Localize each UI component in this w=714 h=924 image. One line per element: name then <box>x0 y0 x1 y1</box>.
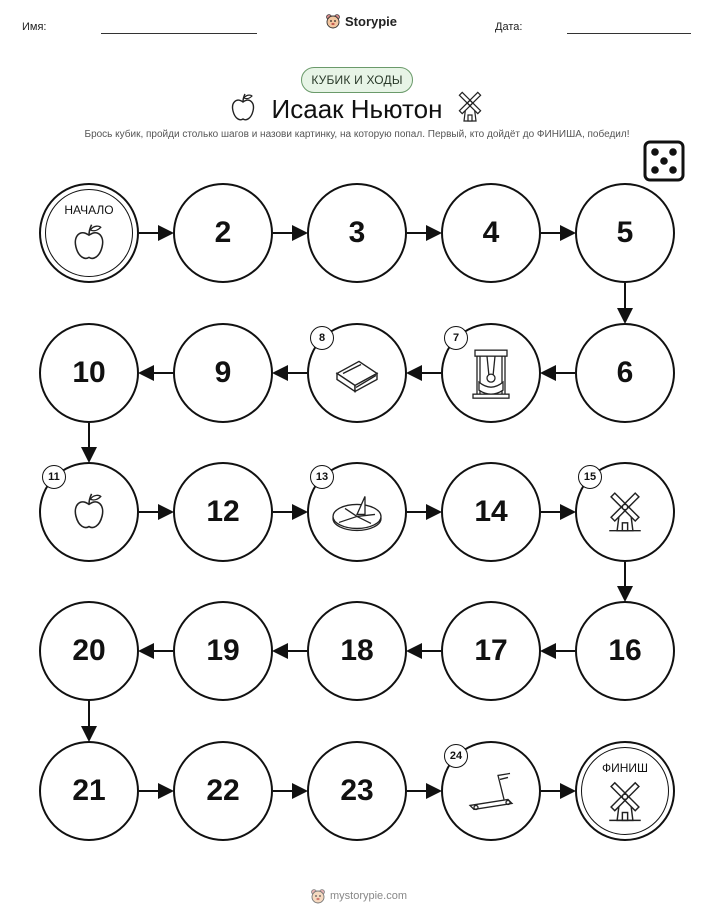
space-number: 6 <box>616 356 634 389</box>
space-number: 19 <box>206 634 240 667</box>
space-number: 16 <box>608 634 642 667</box>
newtons-cradle-icon <box>469 346 513 407</box>
space-number: 14 <box>474 495 508 528</box>
board-space <box>173 462 273 562</box>
space-number: 2 <box>214 216 232 249</box>
space-number: 17 <box>474 634 508 667</box>
board-space <box>39 741 139 841</box>
space-label: НАЧАЛО <box>64 203 114 217</box>
brand-name: Storypie <box>345 13 398 29</box>
space-number: 21 <box>72 774 106 807</box>
board-space <box>173 323 273 423</box>
space-number: 3 <box>348 216 366 249</box>
space-number: 10 <box>72 356 106 389</box>
space-number: 4 <box>482 216 500 249</box>
space-number: 5 <box>616 216 634 249</box>
windmill-icon <box>605 491 645 538</box>
board-space <box>441 601 541 701</box>
board-space <box>575 323 675 423</box>
board-space <box>39 323 139 423</box>
treadmill-icon <box>464 769 518 818</box>
space-number: 18 <box>340 634 374 667</box>
space-label: ФИНИШ <box>601 761 649 775</box>
board-space <box>307 601 407 701</box>
board-space <box>307 741 407 841</box>
space-number-badge: 7 <box>444 326 468 350</box>
board-space <box>173 741 273 841</box>
board-space <box>307 183 407 283</box>
apple-icon <box>72 492 106 537</box>
space-number-badge: 13 <box>310 465 334 489</box>
book-icon <box>331 351 383 400</box>
board-space <box>441 183 541 283</box>
start-space <box>39 183 139 283</box>
board-space <box>173 601 273 701</box>
space-number: 12 <box>206 495 240 528</box>
finish-space <box>575 741 675 841</box>
space-number: 20 <box>72 634 106 667</box>
bear-icon <box>310 888 326 904</box>
space-number-badge: 11 <box>42 465 66 489</box>
board-space <box>441 462 541 562</box>
name-label: Имя: <box>22 21 47 33</box>
date-label: Дата: <box>495 21 523 33</box>
page-title: Исаак Ньютон <box>271 94 443 124</box>
space-number-badge: 15 <box>578 465 602 489</box>
activity-badge: КУБИК И ХОДЫ <box>301 67 413 93</box>
apple-icon <box>72 223 106 268</box>
footer <box>310 888 407 904</box>
space-number-badge: 8 <box>310 326 334 350</box>
board-space <box>173 183 273 283</box>
space-number: 9 <box>214 356 232 389</box>
board-space <box>575 601 675 701</box>
board-space <box>39 601 139 701</box>
footer-url: mystorypie.com <box>330 890 408 902</box>
board-space <box>575 183 675 283</box>
space-number-badge: 24 <box>444 744 468 768</box>
space-number: 23 <box>340 774 374 807</box>
space-number: 22 <box>206 774 240 807</box>
sundial-icon <box>329 490 385 539</box>
windmill-icon <box>605 781 645 828</box>
instructions: Брось кубик, пройди столько шагов и назови картинку, на которую попал. Первый, кто дойдёт до ФИНИША, победил! <box>84 129 630 140</box>
